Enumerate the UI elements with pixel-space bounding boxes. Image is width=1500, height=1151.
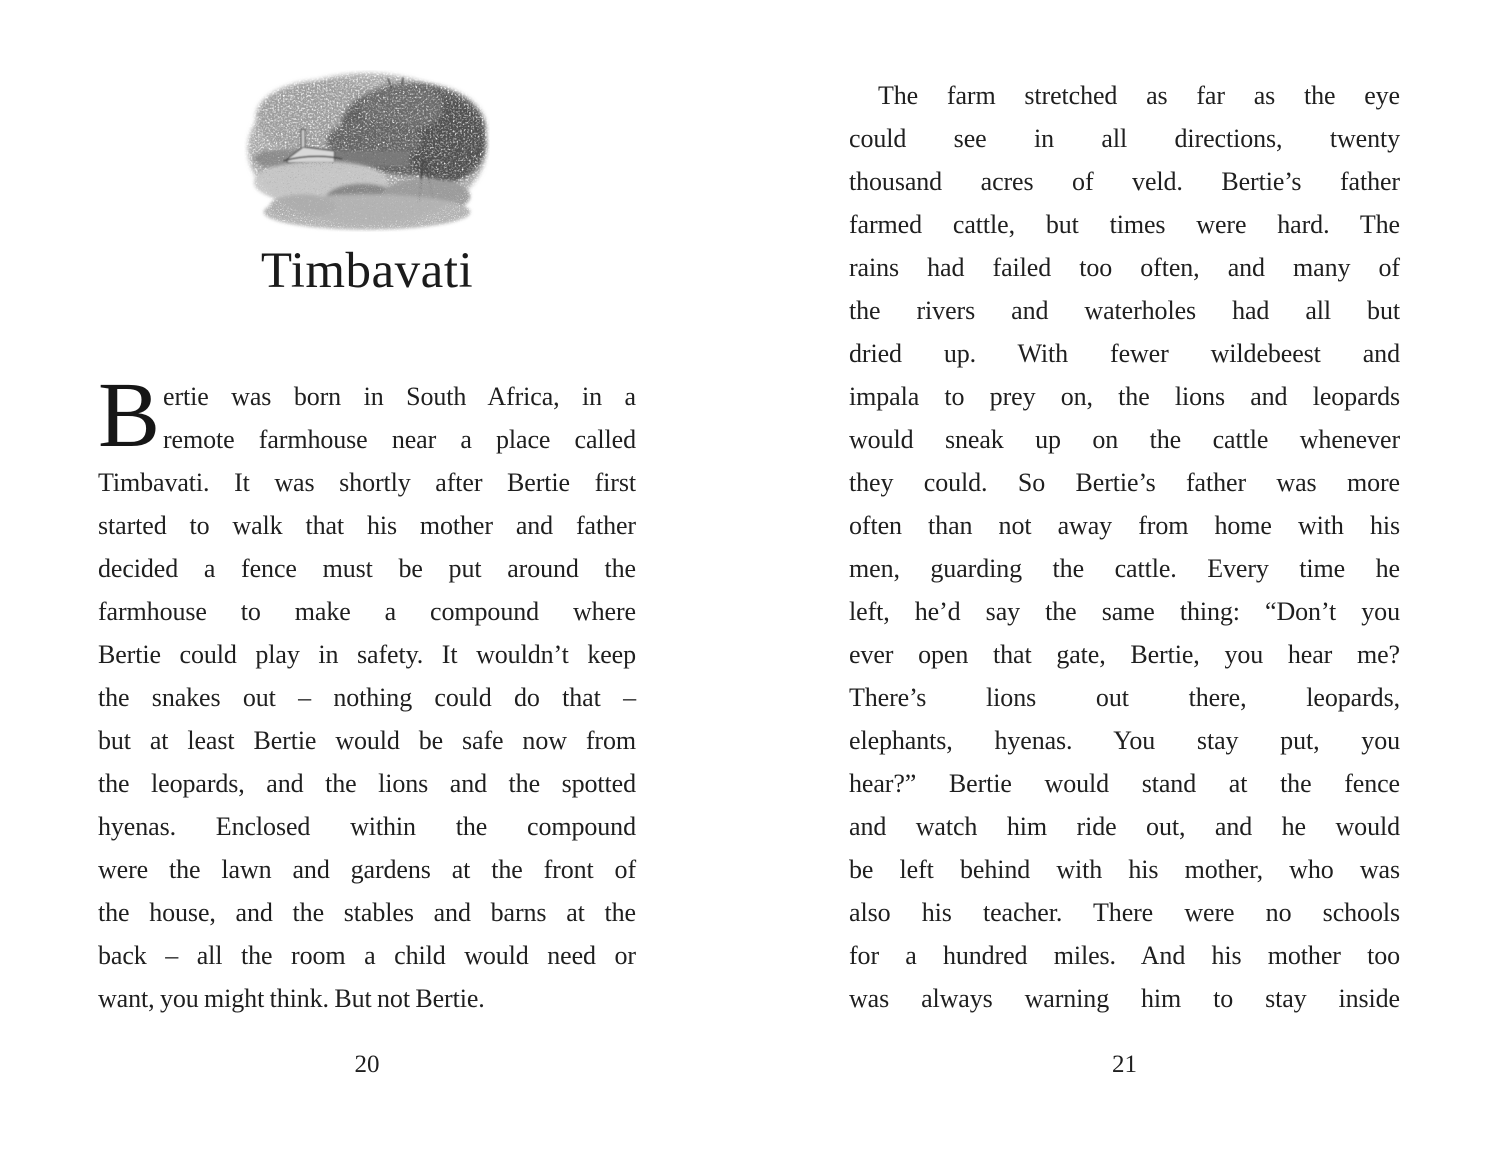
text-line: want, you might think. But not Bertie.: [98, 984, 485, 1013]
text-line: impala to prey on, the lions and leopards: [849, 382, 1400, 411]
chapter-illustration: [244, 70, 490, 232]
right-page: [849, 0, 1400, 1151]
text-line: The farm stretched as far as the eye: [878, 81, 1400, 110]
text-line: ever open that gate, Bertie, you hear me?: [849, 640, 1400, 669]
text-line: ertie was born in South Africa, in a: [163, 382, 636, 411]
chapter-title: Timbavati: [260, 243, 474, 299]
text-line: men, guarding the cattle. Every time he: [849, 554, 1400, 583]
drop-cap: [98, 364, 163, 467]
left-page: [98, 0, 636, 1151]
text-line: the leopards, and the lions and the spotted: [98, 769, 636, 798]
text-line: decided a fence must be put around the: [98, 554, 636, 583]
text-line: rains had failed too often, and many of: [849, 253, 1400, 282]
text-line: the house, and the stables and barns at the: [98, 898, 636, 927]
text-line: Bertie could play in safety. It wouldn’t keep: [98, 640, 636, 669]
left-body-text: [98, 364, 636, 1020]
text-line: hear?” Bertie would stand at the fence: [849, 769, 1400, 798]
text-line: farmhouse to make a compound where: [98, 597, 636, 626]
text-line: were the lawn and gardens at the front of: [98, 855, 636, 884]
text-line: the rivers and waterholes had all but: [849, 296, 1400, 325]
text-line: for a hundred miles. And his mother too: [849, 941, 1400, 970]
text-line: and watch him ride out, and he would: [849, 812, 1400, 841]
text-line: was always warning him to stay inside: [849, 984, 1400, 1013]
left-page-number: 20: [354, 1051, 380, 1078]
text-line: started to walk that his mother and father: [98, 511, 636, 540]
text-line: would sneak up on the cattle whenever: [849, 425, 1400, 454]
text-line: the snakes out – nothing could do that –: [98, 683, 636, 712]
text-line: left, he’d say the same thing: “Don’t you: [849, 597, 1400, 626]
text-line: also his teacher. There were no schools: [849, 898, 1400, 927]
text-line: remote farmhouse near a place called: [163, 425, 636, 454]
farmhouse-landscape-vignette-image: [244, 70, 490, 232]
text-line: back – all the room a child would need or: [98, 941, 636, 970]
text-line: be left behind with his mother, who was: [849, 855, 1400, 884]
text-line: but at least Bertie would be safe now from: [98, 726, 636, 755]
text-line: thousand acres of veld. Bertie’s father: [849, 167, 1400, 196]
text-line: elephants, hyenas. You stay put, you: [849, 726, 1400, 755]
text-line: Timbavati. It was shortly after Bertie first: [98, 468, 636, 497]
text-line: hyenas. Enclosed within the compound: [98, 812, 636, 841]
left-text-lines: [98, 375, 636, 1020]
text-line: they could. So Bertie’s father was more: [849, 468, 1400, 497]
text-line: dried up. With fewer wildebeest and: [849, 339, 1400, 368]
text-line: often than not away from home with his: [849, 511, 1400, 540]
text-line: could see in all directions, twenty: [849, 124, 1400, 153]
right-page-number: 21: [1112, 1051, 1137, 1078]
text-line: farmed cattle, but times were hard. The: [849, 210, 1400, 239]
text-line: There’s lions out there, leopards,: [849, 683, 1400, 712]
right-text-lines: [849, 74, 1400, 1020]
drop-cap-letter: B: [98, 364, 161, 467]
right-body-text: [849, 74, 1400, 1020]
